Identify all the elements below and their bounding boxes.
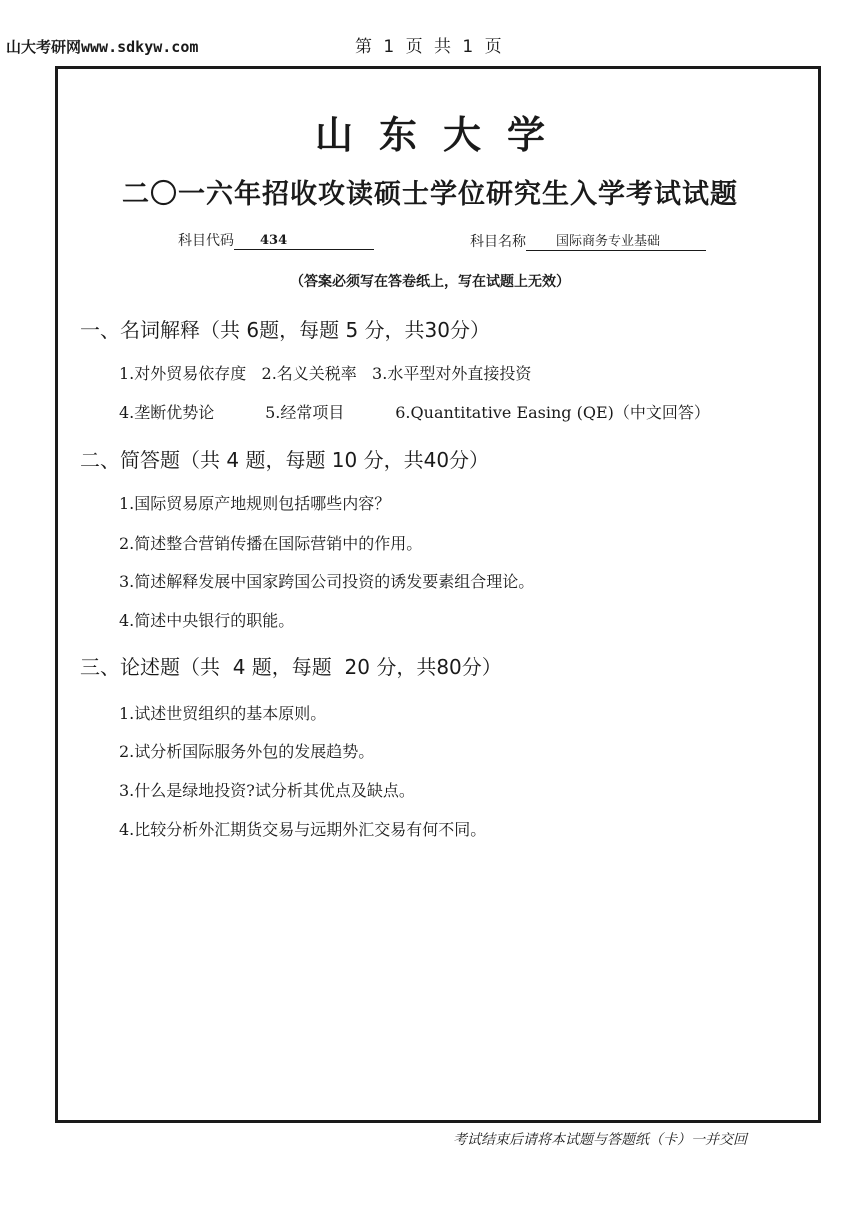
subject-code-label: 科目代码	[178, 233, 234, 249]
subject-code-value: 434	[234, 233, 374, 250]
section-2-heading: 二、简答题（共 4 题，每题 10 分，共40分）	[80, 448, 490, 472]
answer-notice: （答案必须写在答卷纸上，写在试题上无效）	[290, 274, 570, 290]
section-2-line-1: 1.国际贸易原产地规则包括哪些内容？	[119, 494, 391, 513]
section-2-line-2: 2.简述整合营销传播在国际营销中的作用。	[119, 534, 423, 553]
exam-title: 二〇一六年招收攻读硕士学位研究生入学考试试题	[122, 179, 738, 210]
section-2-line-3: 3.简述解释发展中国家跨国公司投资的诱发要素组合理论。	[119, 572, 535, 591]
exam-border-frame	[55, 66, 821, 1123]
site-watermark: 山大考研网www.sdkyw.com	[6, 38, 199, 56]
section-3-line-3: 3.什么是绿地投资?试分析其优点及缺点。	[119, 781, 415, 800]
section-3-heading: 三、论述题（共 4 题，每题 20 分，共80分）	[80, 655, 502, 679]
university-name: 山东大学	[314, 113, 571, 157]
section-3-line-2: 2.试分析国际服务外包的发展趋势。	[119, 742, 375, 761]
subject-name-value: 国际商务专业基础	[526, 230, 706, 251]
subject-code-field	[178, 230, 374, 250]
section-1-heading: 一、名词解释（共 6题，每题 5 分，共30分）	[80, 318, 490, 342]
section-2-line-4: 4.简述中央银行的职能。	[119, 611, 295, 630]
section-3-line-1: 1.试述世贸组织的基本原则。	[119, 704, 327, 723]
section-3-line-4: 4.比较分析外汇期货交易与远期外汇交易有何不同。	[119, 820, 487, 839]
return-instructions: 考试结束后请将本试题与答题纸（卡）一并交回	[453, 1132, 747, 1148]
section-1-line-1: 1.对外贸易依存度 2.名义关税率 3.水平型对外直接投资	[119, 364, 532, 383]
subject-name-label: 科目名称	[470, 234, 526, 250]
section-1-line-2: 4.垄断优势论 5.经常项目 6.Quantitative Easing (QE)（中文回答）	[119, 403, 710, 422]
page-indicator: 第 1 页 共 1 页	[355, 37, 502, 57]
subject-name-field	[470, 230, 706, 251]
